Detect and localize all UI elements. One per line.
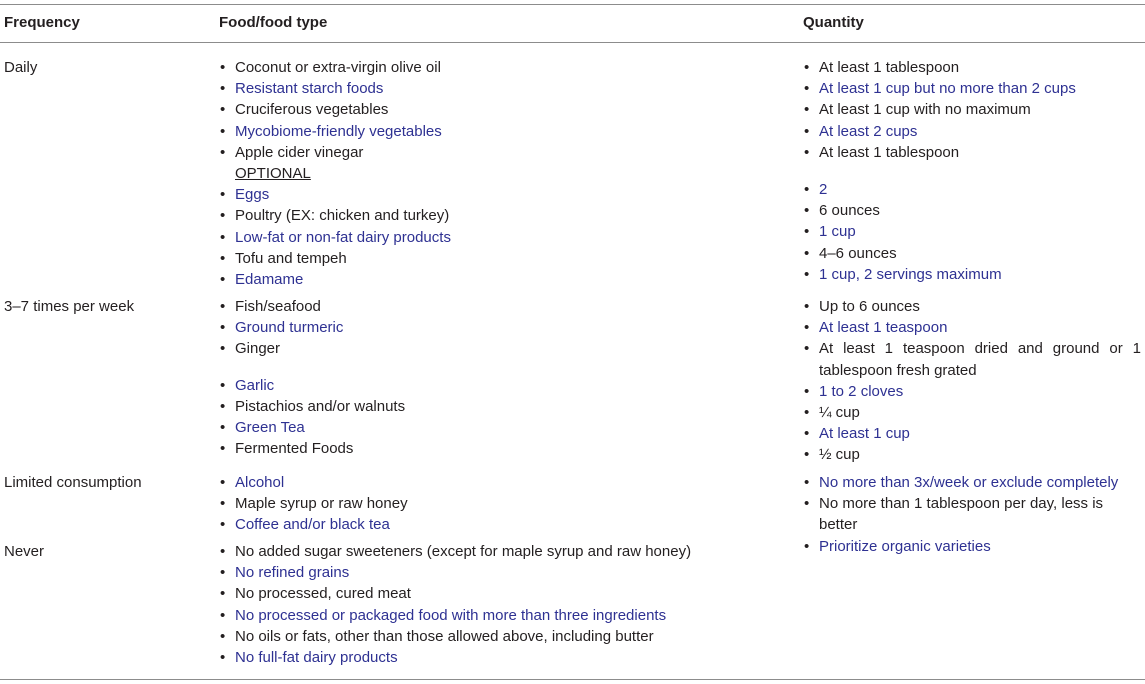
row-limited-quantities	[803, 472, 1141, 557]
list-item: • Edamame	[219, 269, 779, 290]
list-item: • Green Tea	[219, 417, 779, 438]
list-item: • Prioritize organic varieties	[803, 536, 1141, 557]
list-item: • Eggs	[219, 184, 779, 205]
list-item: • Coconut or extra-virgin olive oil	[219, 57, 779, 78]
list-item: • No processed, cured meat	[219, 583, 779, 604]
list-item: • 1 to 2 cloves	[803, 381, 1141, 402]
header-frequency: Frequency	[4, 14, 80, 31]
header-quantity: Quantity	[803, 14, 864, 31]
list-item: • Resistant starch foods	[219, 78, 779, 99]
list-item: • Low-fat or non-fat dairy products	[219, 227, 779, 248]
list-item: • ¼ cup	[803, 402, 1141, 423]
header-food: Food/food type	[219, 14, 328, 31]
table-header-rule	[0, 42, 1145, 43]
row-daily-frequency: Daily	[4, 59, 38, 76]
list-item: • At least 1 tablespoon	[803, 142, 1141, 163]
spacer	[219, 360, 779, 375]
row-limited-foods	[219, 472, 779, 536]
row-never-frequency: Never	[4, 543, 45, 560]
optional-label	[219, 163, 779, 184]
list-item: • No full-fat dairy products	[219, 647, 779, 668]
row-daily-quantities	[803, 57, 1141, 163]
list-item: • 1 cup	[803, 221, 1141, 242]
list-item: • 2	[803, 179, 1141, 200]
list-item: • No refined grains	[219, 562, 779, 583]
row-limited-frequency: Limited consumption	[4, 474, 142, 491]
list-item: • At least 2 cups	[803, 121, 1141, 142]
row-weekly-foods	[219, 296, 779, 459]
list-item: • Poultry (EX: chicken and turkey)	[219, 205, 779, 226]
list-item: • Pistachios and/or walnuts	[219, 396, 779, 417]
row-daily-foods	[219, 57, 779, 290]
list-item: • Alcohol	[219, 472, 779, 493]
optional-text: OPTIONAL	[235, 165, 311, 183]
list-item: • Mycobiome-friendly vegetables	[219, 121, 779, 142]
row-weekly-frequency: 3–7 times per week	[4, 298, 135, 315]
list-item: • Fish/seafood	[219, 296, 779, 317]
list-item: • ½ cup	[803, 444, 1141, 465]
list-item: • No added sugar sweeteners (except for maple syrup and raw honey)	[219, 541, 779, 562]
list-item: • 6 ounces	[803, 200, 1141, 221]
list-item: • No oils or fats, other than those allowed above, including butter	[219, 626, 779, 647]
list-item: • At least 1 teaspoon	[803, 317, 1141, 338]
row-weekly-quantities	[803, 296, 1141, 466]
list-item: • No more than 1 tablespoon per day, less is better	[803, 493, 1141, 535]
list-item: • 4–6 ounces	[803, 243, 1141, 264]
table-top-rule	[0, 4, 1145, 5]
row-never-foods	[219, 541, 779, 668]
list-item: • At least 1 cup with no maximum	[803, 99, 1141, 120]
list-item: • Apple cider vinegar	[219, 142, 779, 163]
list-item: • Ginger	[219, 338, 779, 359]
list-item: • Ground turmeric	[219, 317, 779, 338]
list-item: • Fermented Foods	[219, 438, 779, 459]
list-item: • No processed or packaged food with more than three ingredients	[219, 605, 779, 626]
list-item: • No more than 3x/week or exclude completely	[803, 472, 1141, 493]
list-item: • Tofu and tempeh	[219, 248, 779, 269]
list-item: • Garlic	[219, 375, 779, 396]
list-item: • At least 1 cup but no more than 2 cups	[803, 78, 1141, 99]
list-item: • Up to 6 ounces	[803, 296, 1141, 317]
list-item: • 1 cup, 2 servings maximum	[803, 264, 1141, 285]
list-item: • At least 1 tablespoon	[803, 57, 1141, 78]
list-item: • At least 1 cup	[803, 423, 1141, 444]
row-daily-optional-quantities	[803, 179, 1141, 285]
table-bottom-rule	[0, 679, 1145, 680]
list-item: • At least 1 teaspoon dried and ground or 1 tablespoon fresh grated	[803, 338, 1141, 380]
list-item: • Cruciferous vegetables	[219, 99, 779, 120]
list-item: • Maple syrup or raw honey	[219, 493, 779, 514]
list-item: • Coffee and/or black tea	[219, 514, 779, 535]
